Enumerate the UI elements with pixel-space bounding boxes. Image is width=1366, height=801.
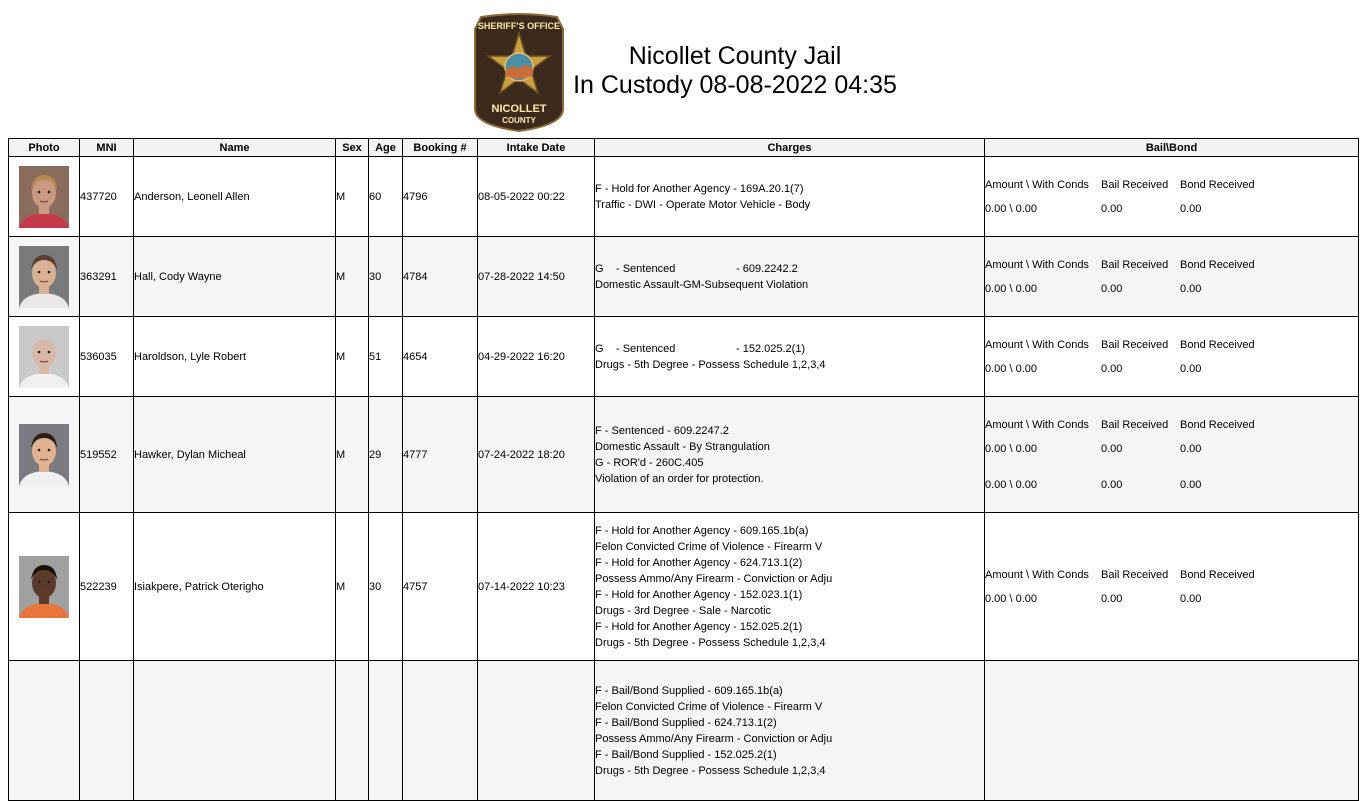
- charges-cell: [595, 661, 985, 801]
- charge-item: [595, 747, 984, 779]
- col-header-age: Age: [369, 139, 403, 157]
- bail-amount: 0.00 \ 0.00: [985, 362, 1037, 375]
- col-header-intake-date: Intake Date: [478, 139, 595, 157]
- bond-received: 0.00: [1180, 282, 1202, 295]
- bail-amount: 0.00 \ 0.00: [985, 202, 1037, 215]
- intake-date-cell: 07-28-2022 14:50: [478, 237, 595, 317]
- bond-received: 0.00: [1180, 592, 1202, 605]
- table-header-row: [9, 139, 1359, 157]
- col-header-booking: Booking #: [403, 139, 478, 157]
- charge-code-line: F - Sentenced - 609.2247.2: [595, 424, 729, 437]
- bail-header-amount: Amount \ With Conds: [985, 258, 1089, 271]
- bail-header-bail-received: Bail Received: [1101, 178, 1169, 191]
- charges-cell: [595, 397, 985, 513]
- mni-cell: 536035: [80, 317, 134, 397]
- bail-amount: 0.00 \ 0.00: [985, 282, 1037, 295]
- table-row: [9, 661, 1359, 801]
- photo-cell: [9, 661, 80, 801]
- charge-description: Felon Convicted Crime of Violence - Firearm V: [595, 700, 823, 713]
- page-subtitle: In Custody 08-08-2022 04:35: [573, 71, 897, 99]
- charge-code-line: [595, 341, 984, 357]
- bond-received: 0.00: [1180, 442, 1202, 455]
- sex-cell: M: [336, 513, 369, 661]
- mugshot-photo[interactable]: [19, 326, 69, 388]
- charge-item: [595, 523, 984, 555]
- bail-header-bond-received: Bond Received: [1180, 418, 1255, 431]
- age-cell: 29: [369, 397, 403, 513]
- bail-bond-cell: [985, 513, 1359, 661]
- age-cell: 51: [369, 317, 403, 397]
- booking-cell: [403, 661, 478, 801]
- bail-header-row: [985, 337, 1358, 353]
- col-header-mni: MNI: [80, 139, 134, 157]
- booking-cell: 4654: [403, 317, 478, 397]
- bail-header-bond-received: Bond Received: [1180, 258, 1255, 271]
- photo-cell: [9, 157, 80, 237]
- charge-item: [595, 181, 984, 213]
- table-row: [9, 317, 1359, 397]
- bail-header-row: [985, 177, 1358, 193]
- name-cell: Anderson, Leonell Allen: [134, 157, 336, 237]
- charge-description: Drugs - 5th Degree - Possess Schedule 1,2,3,4: [595, 764, 826, 777]
- bail-received: 0.00: [1101, 202, 1123, 215]
- name-cell: Isiakpere, Patrick Oterigho: [134, 513, 336, 661]
- photo-cell: [9, 513, 80, 661]
- sex-cell: [336, 661, 369, 801]
- bail-amount: 0.00 \ 0.00: [985, 592, 1037, 605]
- mni-cell: 437720: [80, 157, 134, 237]
- charges-cell: [595, 237, 985, 317]
- sex-cell: M: [336, 397, 369, 513]
- intake-date-cell: [478, 661, 595, 801]
- bail-header-row: [985, 257, 1358, 273]
- intake-date-cell: 07-14-2022 10:23: [478, 513, 595, 661]
- charge-code-line: [595, 261, 984, 277]
- booking-cell: 4784: [403, 237, 478, 317]
- intake-date-cell: 04-29-2022 16:20: [478, 317, 595, 397]
- bail-header-bail-received: Bail Received: [1101, 418, 1169, 431]
- svg-text:COUNTY: COUNTY: [502, 116, 536, 125]
- charge-description: Violation of an order for protection.: [595, 472, 764, 485]
- photo-cell: [9, 397, 80, 513]
- sex-cell: M: [336, 237, 369, 317]
- age-cell: 30: [369, 237, 403, 317]
- bail-header-bond-received: Bond Received: [1180, 338, 1255, 351]
- bail-amount: 0.00 \ 0.00: [985, 442, 1037, 455]
- bail-value-row: [985, 477, 1358, 493]
- svg-text:SHERIFF'S OFFICE: SHERIFF'S OFFICE: [477, 21, 561, 31]
- charge-code-line: F - Hold for Another Agency - 624.713.1(2): [595, 556, 803, 569]
- bail-header-bail-received: Bail Received: [1101, 568, 1169, 581]
- bail-bond-cell: [985, 317, 1359, 397]
- table-row: [9, 237, 1359, 317]
- inmate-table: [8, 138, 1359, 801]
- bail-received: 0.00: [1101, 362, 1123, 375]
- charge-item: [595, 423, 984, 455]
- charge-statute: - 609.2242.2: [736, 262, 798, 275]
- col-header-photo: Photo: [9, 139, 80, 157]
- page-title: Nicollet County Jail: [628, 42, 842, 70]
- charge-code-line: F - Bail/Bond Supplied - 624.713.1(2): [595, 716, 777, 729]
- bail-header-amount: Amount \ With Conds: [985, 418, 1089, 431]
- bail-bond-cell: [985, 237, 1359, 317]
- mni-cell: 363291: [80, 237, 134, 317]
- bail-received: 0.00: [1101, 478, 1123, 491]
- bail-bond-cell: [985, 397, 1359, 513]
- intake-date-cell: 08-05-2022 00:22: [478, 157, 595, 237]
- bail-header-amount: Amount \ With Conds: [985, 338, 1089, 351]
- charge-description: Possess Ammo/Any Firearm - Conviction or Adju: [595, 732, 833, 745]
- booking-cell: 4757: [403, 513, 478, 661]
- sheriff-badge-logo: [471, 13, 567, 133]
- bail-received: 0.00: [1101, 442, 1123, 455]
- bail-header-row: [985, 567, 1358, 583]
- charge-description: Drugs - 5th Degree - Possess Schedule 1,2,3,4: [595, 636, 826, 649]
- mugshot-photo[interactable]: [19, 424, 69, 486]
- charges-cell: [595, 513, 985, 661]
- charge-item: [595, 341, 984, 373]
- bail-header-bond-received: Bond Received: [1180, 568, 1255, 581]
- age-cell: 30: [369, 513, 403, 661]
- charge-code-line: F - Hold for Another Agency - 152.023.1(1): [595, 588, 803, 601]
- bail-value-row: [985, 441, 1358, 457]
- bond-received: 0.00: [1180, 202, 1202, 215]
- mni-cell: 522239: [80, 513, 134, 661]
- charge-description: Traffic - DWI - Operate Motor Vehicle - Body: [595, 198, 811, 211]
- charge-description: Possess Ammo/Any Firearm - Conviction or Adju: [595, 572, 833, 585]
- mugshot-photo[interactable]: [19, 246, 69, 308]
- table-row: [9, 157, 1359, 237]
- sex-cell: M: [336, 157, 369, 237]
- bail-value-row: [985, 281, 1358, 297]
- name-cell: Haroldson, Lyle Robert: [134, 317, 336, 397]
- age-cell: 60: [369, 157, 403, 237]
- bail-header-amount: Amount \ With Conds: [985, 178, 1089, 191]
- name-cell: [134, 661, 336, 801]
- mni-cell: [80, 661, 134, 801]
- charge-degree: G: [595, 262, 604, 275]
- col-header-name: Name: [134, 139, 336, 157]
- charge-description: Domestic Assault-GM-Subsequent Violation: [595, 278, 809, 291]
- age-cell: [369, 661, 403, 801]
- charge-statute: - 152.025.2(1): [736, 342, 806, 355]
- bail-amount: 0.00 \ 0.00: [985, 478, 1037, 491]
- charge-code-line: G - ROR'd - 260C.405: [595, 456, 704, 469]
- bail-received: 0.00: [1101, 282, 1123, 295]
- charge-item: [595, 715, 984, 747]
- charge-item: [595, 619, 984, 651]
- charge-description: Drugs - 3rd Degree - Sale - Narcotic: [595, 604, 772, 617]
- col-header-bail-bond: Bail\Bond: [985, 139, 1359, 157]
- charge-item: [595, 555, 984, 587]
- intake-date-cell: 07-24-2022 18:20: [478, 397, 595, 513]
- charge-status: - Sentenced: [616, 262, 676, 275]
- charges-cell: [595, 317, 985, 397]
- name-cell: Hawker, Dylan Micheal: [134, 397, 336, 513]
- charges-cell: [595, 157, 985, 237]
- mugshot-photo[interactable]: [19, 166, 69, 228]
- bail-bond-cell: [985, 157, 1359, 237]
- photo-cell: [9, 237, 80, 317]
- page-header: [0, 0, 1366, 136]
- bail-header-bail-received: Bail Received: [1101, 338, 1169, 351]
- bail-bond-cell: [985, 661, 1359, 801]
- mni-cell: 519552: [80, 397, 134, 513]
- mugshot-photo[interactable]: [19, 556, 69, 618]
- charge-item: [595, 455, 984, 487]
- name-cell: Hall, Cody Wayne: [134, 237, 336, 317]
- photo-cell: [9, 317, 80, 397]
- title-block: [560, 42, 910, 100]
- charge-code-line: F - Bail/Bond Supplied - 152.025.2(1): [595, 748, 777, 761]
- bail-header-row: [985, 417, 1358, 433]
- table-row: [9, 513, 1359, 661]
- charge-degree: G: [595, 342, 604, 355]
- bail-received: 0.00: [1101, 592, 1123, 605]
- bond-received: 0.00: [1180, 478, 1202, 491]
- svg-text:NICOLLET: NICOLLET: [491, 103, 547, 115]
- charge-item: [595, 683, 984, 715]
- bail-value-row: [985, 201, 1358, 217]
- sex-cell: M: [336, 317, 369, 397]
- charge-item: [595, 587, 984, 619]
- bail-value-row: [985, 361, 1358, 377]
- col-header-charges: Charges: [595, 139, 985, 157]
- col-header-sex: Sex: [336, 139, 369, 157]
- charge-description: Drugs - 5th Degree - Possess Schedule 1,2,3,4: [595, 358, 826, 371]
- table-row: [9, 397, 1359, 513]
- charge-code-line: F - Hold for Another Agency - 152.025.2(1): [595, 620, 803, 633]
- charge-status: - Sentenced: [616, 342, 676, 355]
- charge-description: Felon Convicted Crime of Violence - Firearm V: [595, 540, 823, 553]
- bond-received: 0.00: [1180, 362, 1202, 375]
- charge-item: [595, 261, 984, 293]
- bail-value-row: [985, 591, 1358, 607]
- booking-cell: 4796: [403, 157, 478, 237]
- charge-description: Domestic Assault - By Strangulation: [595, 440, 770, 453]
- bail-header-amount: Amount \ With Conds: [985, 568, 1089, 581]
- charge-code-line: F - Hold for Another Agency - 609.165.1b(a): [595, 524, 809, 537]
- charge-code-line: F - Bail/Bond Supplied - 609.165.1b(a): [595, 684, 783, 697]
- bail-header-bail-received: Bail Received: [1101, 258, 1169, 271]
- booking-cell: 4777: [403, 397, 478, 513]
- bail-header-bond-received: Bond Received: [1180, 178, 1255, 191]
- charge-code-line: F - Hold for Another Agency - 169A.20.1(7): [595, 182, 804, 195]
